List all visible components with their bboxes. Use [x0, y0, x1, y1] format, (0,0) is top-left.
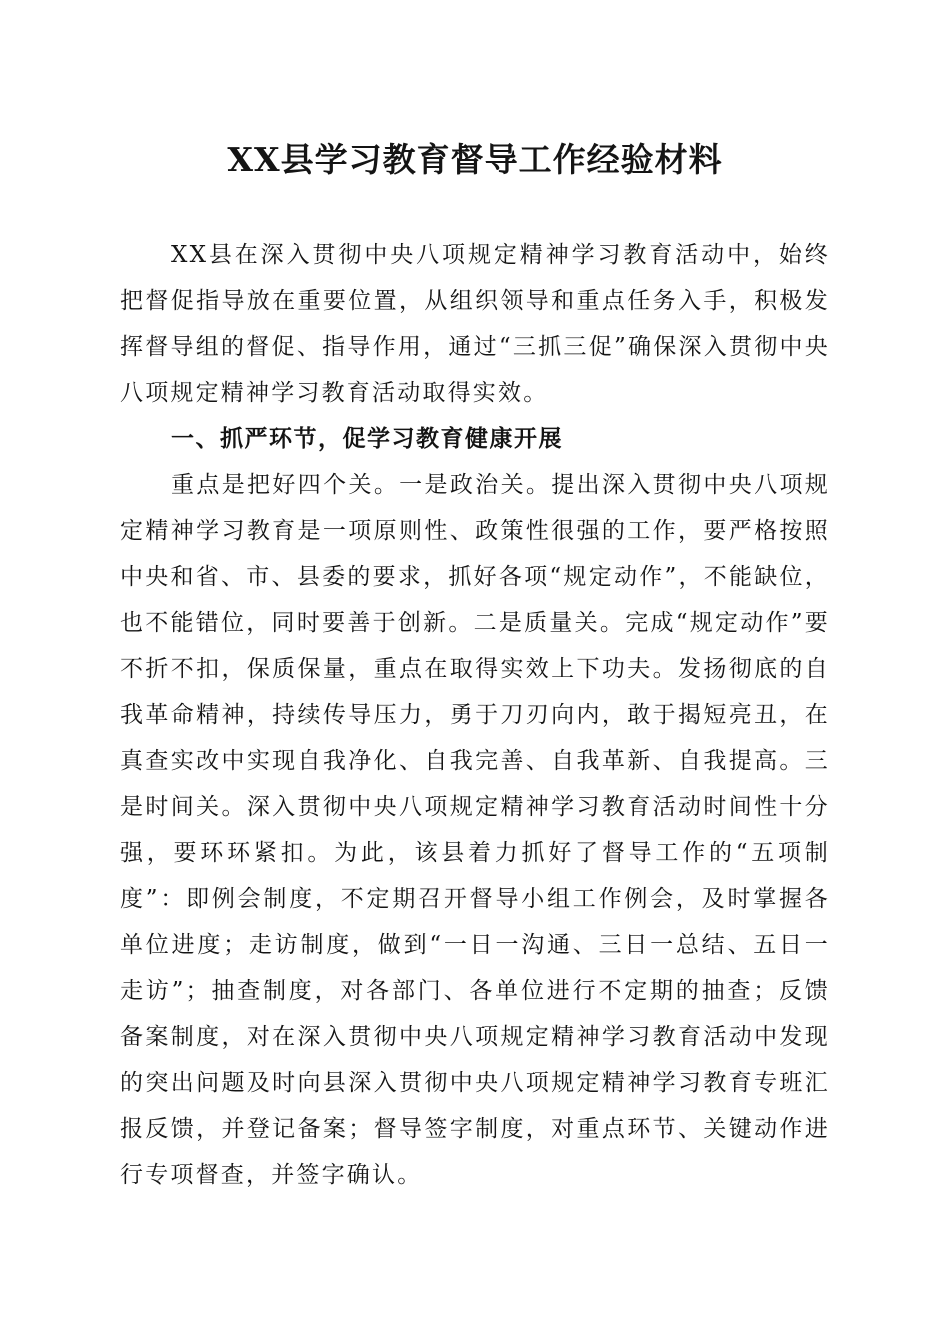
- section-paragraph: 重点是把好四个关。一是政治关。提出深入贯彻中央八项规定精神学习教育是一项原则性、政策性很强的工作，要严格按照中央和省、市、县委的要求，抓好各项“规定动作”，不能缺位，也不能错位，同时要善于创新。二是质量关。完成“规定动作”要不折不扣，保质保量，重点在取得实效上下功夫。发扬彻底的自我革命精神，持续传导压力，勇于刀刃向内，敢于揭短亮丑，在真查实改中实现自我净化、自我完善、自我革新、自我提高。三是时间关。深入贯彻中央八项规定精神学习教育活动时间性十分强，要环环紧扣。为此，该县着力抓好了督导工作的“五项制度”：即例会制度，不定期召开督导小组工作例会，及时掌握各单位进度；走访制度，做到“一日一沟通、三日一总结、五日一走访”；抽查制度，对各部门、各单位进行不定期的抽查；反馈备案制度，对在深入贯彻中央八项规定精神学习教育活动中发现的突出问题及时向县深入贯彻中央八项规定精神学习教育专班汇报反馈，并登记备案；督导签字制度，对重点环节、关键动作进行专项督查，并签字确认。: [120, 472, 830, 1188]
- document-body: [120, 232, 830, 1198]
- intro-paragraph: XX县在深入贯彻中央八项规定精神学习教育活动中，始终把督促指导放在重要位置，从组织领导和重点任务入手，积极发挥督导组的督促、指导作用，通过“三抓三促”确保深入贯彻中央八项规定精神学习教育活动取得实效。: [120, 242, 830, 406]
- section-heading: 一、抓严环节，促学习教育健康开展: [171, 426, 563, 452]
- document-title: XX县学习教育督导工作经验材料: [227, 140, 723, 179]
